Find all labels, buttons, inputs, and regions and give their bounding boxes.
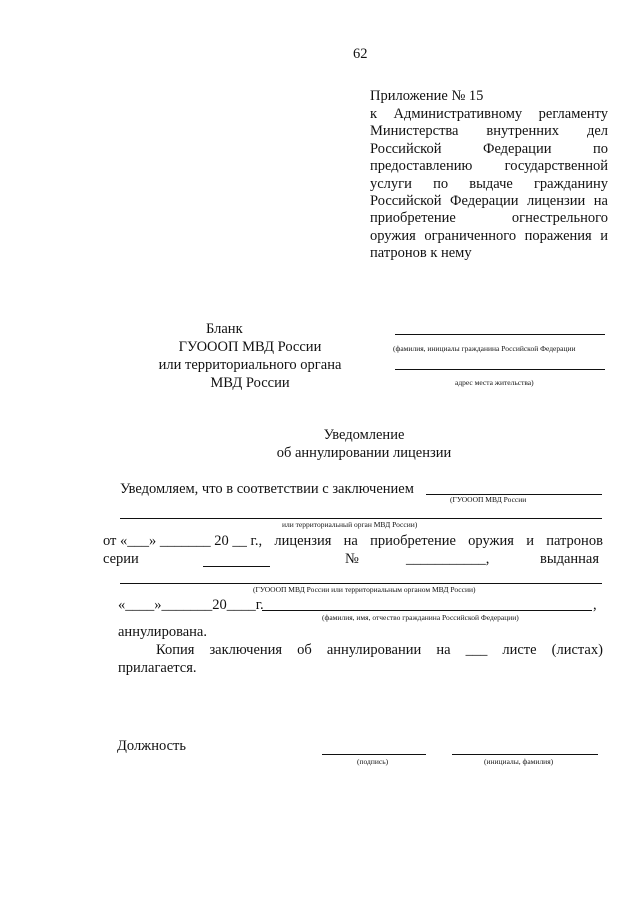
body-word: патронов (546, 533, 603, 549)
body-word: (листах) (551, 642, 603, 658)
position-label: Должность (117, 738, 186, 754)
appendix-word: оружия (370, 227, 416, 244)
body-word: листе (502, 642, 537, 658)
appendix-word: Федерации (450, 193, 519, 209)
appendix-line (370, 157, 608, 176)
body-word: заключения (209, 642, 283, 658)
series-label: серии (103, 551, 139, 567)
appendix-word: по (592, 140, 608, 157)
person-comma: , (593, 597, 597, 613)
appendix-line (370, 209, 608, 228)
guooop-caption: (ГУОООП МВД России (450, 495, 527, 504)
appendix-line (370, 192, 608, 211)
appendix-word: Министерства (370, 123, 459, 140)
appendix-word: Федерации (482, 140, 552, 157)
appendix-word: дел (586, 123, 608, 140)
recipient-name-line (395, 334, 605, 335)
appendix-word: предоставлению (370, 158, 473, 175)
body-word: на (436, 642, 451, 658)
appendix-title: Приложение № 15 (370, 88, 484, 104)
body-word: лицензия (274, 533, 332, 549)
appendix-word: приобретение (370, 210, 456, 227)
person-caption: (фамилия, имя, отчество гражданина Российской Федерации) (322, 613, 519, 622)
body-word: аннулировании (326, 642, 422, 658)
issue-date: «____»_______20____г. (118, 597, 264, 613)
appendix-last-line: патронов к нему (370, 245, 472, 261)
appendix-word: на (593, 193, 608, 209)
issued-label: выданная (540, 551, 600, 567)
signature-caption: (подпись) (357, 757, 389, 766)
body-word: на (343, 533, 358, 549)
appendix-word: Российской (370, 193, 442, 209)
issued-by-line (120, 583, 602, 584)
blank-label: Бланк (206, 321, 243, 337)
person-line (262, 610, 592, 611)
appendix-word: Административному (393, 106, 523, 122)
body-word: оружия (468, 533, 514, 549)
appendix-word: и (600, 227, 608, 244)
appendix-word: гражданину (533, 175, 608, 192)
signature-line (322, 754, 426, 755)
appendix-word: по (433, 175, 449, 192)
appendix-word: государственной (504, 158, 608, 175)
appendix-line (370, 122, 608, 141)
appendix-line (370, 140, 608, 159)
body-word: приобретение (370, 533, 456, 549)
appendix-word: Российской (370, 140, 442, 157)
notice-subheading: об аннулировании лицензии (276, 445, 452, 461)
body-word: об (297, 642, 312, 658)
date-license-line (103, 532, 603, 551)
notice-heading: Уведомление (323, 427, 405, 443)
recipient-address-line (395, 369, 605, 370)
intro-text: Уведомляем, что в соответствии с заключением (120, 481, 414, 497)
issued-by-caption: (ГУОООП МВД России или территориальным органом МВД России) (253, 585, 476, 594)
page-number: 62 (353, 46, 368, 62)
body-word: и (526, 533, 534, 549)
recipient-name-caption: (фамилия, инициалы гражданина Российской Федерации (393, 344, 576, 353)
appendix-word: к (370, 106, 378, 122)
appendix-word: выдаче (469, 175, 513, 192)
territorial-caption: или территориальный орган МВД России) (282, 520, 418, 529)
recipient-address-caption: адрес места жительства) (455, 378, 534, 387)
conclusion-line-2 (120, 518, 602, 519)
appendix-line (370, 175, 608, 194)
body-word: ___ (465, 642, 488, 658)
blank-territorial: или территориального органа (158, 357, 342, 373)
series-blank-line (203, 566, 270, 567)
appendix-word: регламенту (538, 106, 608, 122)
body-word: Копия (156, 642, 195, 658)
appendix-word: услуги (370, 175, 412, 192)
appendix-word: поражения (524, 227, 592, 244)
copy-line (156, 641, 603, 660)
appendix-word: внутренних (486, 123, 560, 140)
blank-mvd: МВД России (210, 375, 290, 391)
annulled-text: аннулирована. (118, 624, 207, 640)
appendix-word: лицензии (527, 193, 586, 209)
number-sign: № (345, 551, 359, 567)
name-caption: (инициалы, фамилия) (484, 757, 554, 766)
name-line (452, 754, 598, 755)
blank-org: ГУОООП МВД России (178, 339, 322, 355)
number-blank: ___________, (406, 551, 490, 567)
appendix-word: огнестрельного (511, 210, 608, 227)
appendix-word: ограниченного (424, 227, 517, 244)
body-word: от «___» _______ 20 __ г., (103, 533, 263, 549)
appendix-line (370, 227, 608, 246)
appendix-line (370, 105, 608, 124)
attached-text: прилагается. (118, 660, 197, 676)
